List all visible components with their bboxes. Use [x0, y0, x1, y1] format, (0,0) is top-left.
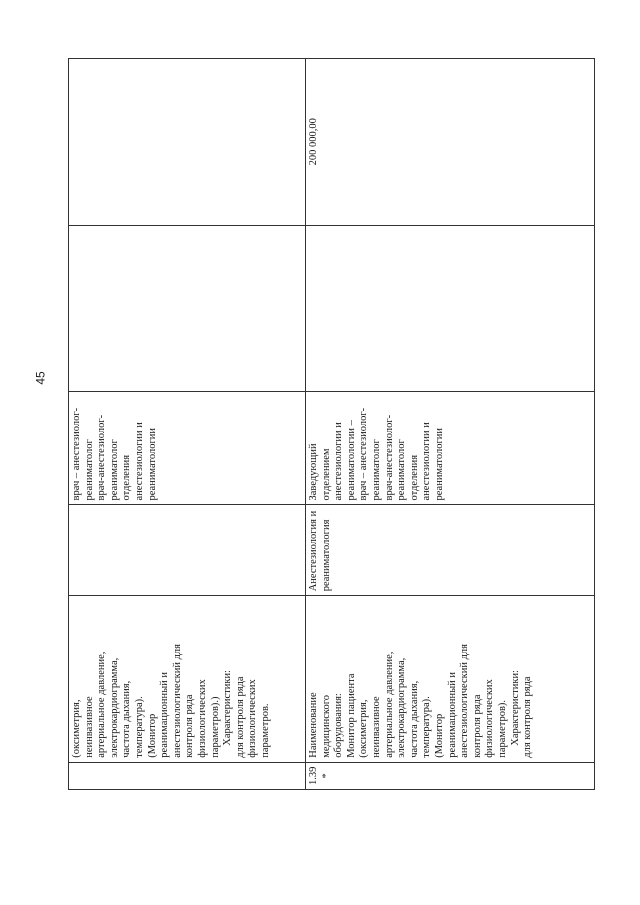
cell-num [69, 762, 306, 789]
table-row [306, 59, 595, 790]
page-number: 45 [33, 371, 48, 385]
price-value: 200 000,00 [308, 118, 319, 166]
cell-description: Наименование медицинского оборудования: Монитор пациента (оксиметрия, неинвазивное артериальное давление, электрокардиограмма, частота дыхания, температура). (Монитор реанимационный и анестезиологический для контроля ряда физиологических параметров). Характеристики: для контроля ряда [306, 596, 595, 762]
rotated-table [68, 58, 588, 790]
cell-department [69, 505, 306, 596]
cell-department: Анестезиология и реаниматология [306, 505, 595, 596]
cell-price [69, 59, 306, 226]
cell-price [306, 59, 595, 226]
cell-blank [69, 225, 306, 391]
table-row [69, 59, 306, 790]
cell-staff: врач – анестезиолог- реаниматолог врач-анестезиолог- реаниматолог отделения анестезиологии и реаниматологии [69, 392, 306, 506]
cell-num: 1.39 * [306, 762, 595, 789]
equipment-table [68, 58, 595, 790]
rotated-table-region [68, 58, 588, 790]
cell-staff: Заведующий отделением анестезиологии и реаниматологии – врач – анестезиолог- реаниматолог врач-анестезиолог- реаниматолог отделения анестезиологии и реаниматологии [306, 392, 595, 506]
cell-blank [306, 225, 595, 391]
cell-description: (оксиметрия, неинвазивное артериальное давление, электрокардиограмма, частота дыхания, температура). (Монитор реанимационный и анестезиологический для контроля ряда физиологических параметров).) Характеристики: для контроля ряда физиологических параметров. [69, 596, 306, 762]
